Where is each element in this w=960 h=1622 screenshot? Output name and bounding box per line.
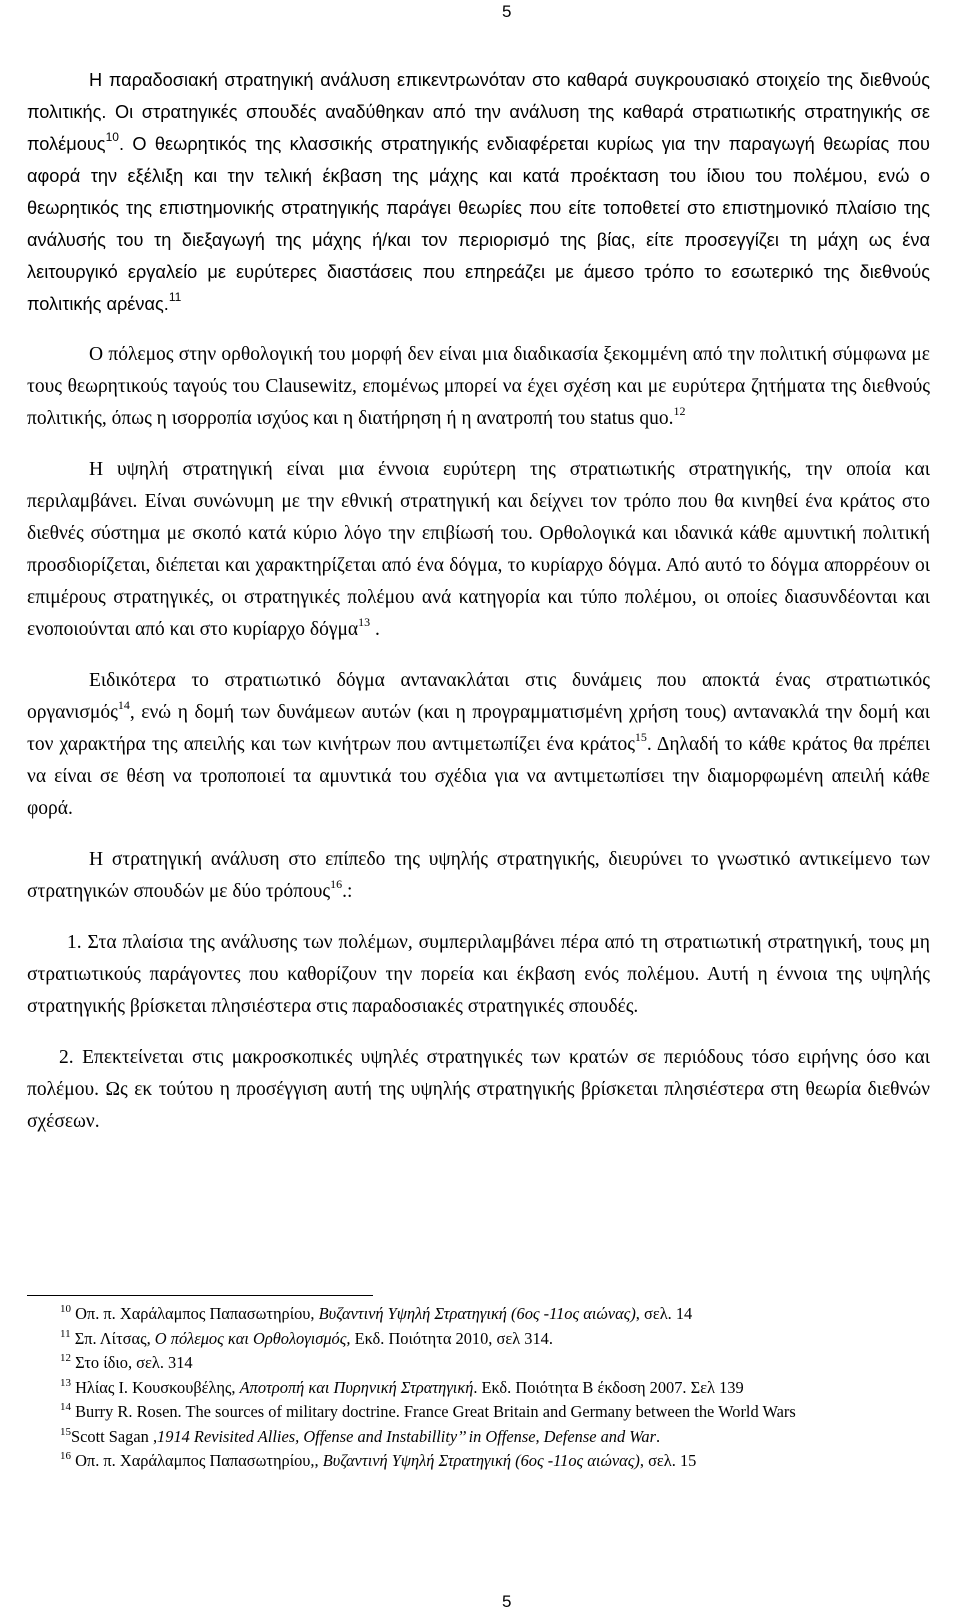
footnote-text: Scott Sagan , <box>71 1426 158 1446</box>
footnote-text-end: , σελ. 15 <box>639 1451 697 1470</box>
paragraph-4-text-cont: , ενώ η δομή των δυνάμεων αυτών (και η προγραμματισμένη χρήση τους) αντανακλά την δομή και τον χαρακτήρα της απειλής και των κινήτρων που αντιμετωπίζει ένα κράτος <box>27 702 930 755</box>
footnote-number: 10 <box>60 1303 71 1315</box>
footnote-ref-15[interactable]: 15 <box>634 730 647 744</box>
footnote-11 <box>60 1327 922 1352</box>
footnotes <box>60 1302 922 1474</box>
footnote-title: Αποτροπή και Πυρηνική Στρατηγική <box>239 1377 474 1397</box>
footnote-12 <box>60 1351 922 1376</box>
footnote-ref-14[interactable]: 14 <box>117 698 130 712</box>
footnote-title: Ο πόλεμος και Ορθολογισμός, <box>154 1328 351 1348</box>
footnote-ref-11[interactable]: 11 <box>168 290 182 304</box>
list-item-1: 1. Στα πλαίσια της ανάλυσης των πολέμων, συμπεριλαμβάνει πέρα από τη στρατιωτική στρατηγική, τους μη στρατιωτικούς παράγοντες που καθορίζουν την πορεία και έκβαση ενός πολέμου. Αυτή η έννοια της υψηλής στρατηγικής βρίσκεται πλησιέστερα στις παραδοσιακές στρατηγικές σπουδές. <box>27 932 930 1017</box>
footnote-number: 13 <box>60 1376 71 1389</box>
footnote-text-end: , σελ. 14 <box>635 1304 693 1323</box>
footnote-text: Οπ. π. Χαράλαμπος Παπασωτηρίου, <box>71 1304 319 1323</box>
footnote-14 <box>60 1400 922 1425</box>
paragraph-4 <box>27 665 930 825</box>
footnote-text: Στο ίδιο, σελ. 314 <box>71 1353 193 1372</box>
main-text <box>27 64 930 1138</box>
paragraph-1 <box>27 64 930 320</box>
page-number-bottom: 5 <box>502 1592 512 1611</box>
paragraph-2-text: Ο πόλεμος στην ορθολογική του μορφή δεν είναι μια διαδικασία ξεκομμένη από την πολιτική σύμφωνα με τους θεωρητικούς ταγούς του Clausewitz, επομένως μπορεί να έχει σχέση και με ευρύτερα ζητήματα της διεθνούς πολιτικής, όπως η ισορροπία ισχύος και η διατήρηση ή η ανατροπή του status quo. <box>27 344 930 429</box>
footnote-title: 1914 Revisited Allies, Offense and Instabillity’’ in Offense, Defense and War <box>157 1426 656 1446</box>
paragraph-4-text-end: . Δηλαδή το κάθε κράτος θα πρέπει να είναι σε θέση να τροποποιεί τα αμυντικά του σχέδια για να αντιμετωπίσει την διαμορφωμένη απειλή κάθε φορά. <box>27 734 930 819</box>
footnote-text-end: . Εκδ. Ποιότητα Β έκδοση 2007. Σελ 139 <box>473 1377 744 1397</box>
footnote-number: 11 <box>60 1327 71 1340</box>
footnote-text-end: . <box>655 1426 661 1446</box>
footnote-ref-12[interactable]: 12 <box>673 404 686 418</box>
list-item-2: 2. Επεκτείνεται στις μακροσκοπικές υψηλές στρατηγικές των κρατών σε περιόδους τόσο ειρήνης όσο και πολέμου. Ως εκ τούτου η προσέγγιση αυτή της υψηλής στρατηγικής βρίσκεται πλησιέστερα στη θεωρία διεθνών σχέσεων. <box>27 1047 930 1132</box>
paragraph-1-text-cont: . Ο θεωρητικός της κλασσικής στρατηγικής ενδιαφέρεται κυρίως για την παραγωγή θεωρίας που αφορά την εξέλιξη και την τελική έκβαση της μάχης και κατά προέκταση του ίδιου του πολέμου, ενώ ο θεωρητικός της επιστημονικής στρατηγικής παράγει θεωρίες που είτε τοποθετεί στο επιστημονικό πλαίσιο της ανάλυσής του τη διεξαγωγή της μάχης ή/και τον περιορισμό της βίας, είτε προσεγγίζει τη μάχη ως ένα λειτουργικό εργαλείο με ευρύτερες διαστάσεις που επηρεάζει με άμεσο τρόπο το εσωτερικό της διεθνούς πολιτικής αρένας. <box>27 134 930 314</box>
footnote-title: Βυζαντινή Υψηλή Στρατηγική (6ος -11ος αιώνας) <box>322 1451 640 1470</box>
paragraph-4-text: Ειδικότερα το στρατιωτικό δόγμα αντανακλάται στις δυνάμεις που αποκτά ένας στρατιωτικός οργανισμός <box>27 670 930 723</box>
footnote-ref-10[interactable]: 10 <box>105 130 119 144</box>
footnote-15 <box>60 1425 922 1450</box>
paragraph-1-text: Η παραδοσιακή στρατηγική ανάλυση επικεντρωνόταν στο καθαρά συγκρουσιακό στοιχείο της διεθνούς πολιτικής. Οι στρατηγικές σπουδές αναδύθηκαν από την ανάλυση της καθαρά στρατιωτικής στρατηγικής σε πολέμους <box>27 70 930 154</box>
paragraph-5-end: .: <box>342 881 353 902</box>
footnote-text-end: Εκδ. Ποιότητα 2010, σελ 314. <box>350 1328 553 1348</box>
footnote-text: Burry R. Rosen. The sources of military doctrine. France Great Britain and Germany between the World Wars <box>71 1402 796 1421</box>
paragraph-3-end: . <box>370 619 380 640</box>
footnote-text: Οπ. π. Χαράλαμπος Παπασωτηρίου,, <box>71 1451 323 1470</box>
footnote-13 <box>60 1376 922 1401</box>
page-number-top: 5 <box>502 2 512 21</box>
footnote-number: 12 <box>60 1352 71 1364</box>
footnote-separator <box>27 1295 373 1296</box>
footnote-ref-16[interactable]: 16 <box>330 877 343 891</box>
footnote-16 <box>60 1449 922 1474</box>
footnote-text: Ηλίας Ι. Κουσκουβέλης, <box>71 1377 240 1397</box>
footnote-ref-13[interactable]: 13 <box>358 615 371 629</box>
paragraph-3 <box>27 454 930 646</box>
paragraph-5 <box>27 844 930 908</box>
footnote-number: 15 <box>60 1425 71 1438</box>
paragraph-2 <box>27 339 930 435</box>
paragraph-3-text: Η υψηλή στρατηγική είναι μια έννοια ευρύτερη της στρατιωτικής στρατηγικής, την οποία και περιλαμβάνει. Είναι συνώνυμη με την εθνική στρατηγική και δείχνει τον τρόπο που θα κινηθεί ένα κράτος στο διεθνές σύστημα με σκοπό κατά κύριο λόγο την επιβίωσή του. Ορθολογικά και ιδανικά κάθε αμυντική πολιτική προσδιορίζεται, διέπεται και χαρακτηρίζεται από ένα δόγμα, το κυρίαρχο δόγμα. Από αυτό το δόγμα απορρέουν οι επιμέρους στρατηγικές, οι στρατηγικές πολέμου ανά κατηγορία και τύπο πολέμου, οι οποίες διασυνδέονται και ενοποιούνται από και στο κυρίαρχο δόγμα <box>27 459 930 640</box>
footnote-number: 16 <box>60 1450 71 1462</box>
paragraph-5-text: Η στρατηγική ανάλυση στο επίπεδο της υψηλής στρατηγικής, διευρύνει το γνωστικό αντικείμενο των στρατηγικών σπουδών με δύο τρόπους <box>27 849 930 902</box>
footnote-10 <box>60 1302 922 1327</box>
footnote-number: 14 <box>60 1401 71 1413</box>
footnote-title: Βυζαντινή Υψηλή Στρατηγική (6ος -11ος αιώνας) <box>318 1304 636 1323</box>
footnote-text: Σπ. Λίτσας, <box>70 1328 155 1348</box>
